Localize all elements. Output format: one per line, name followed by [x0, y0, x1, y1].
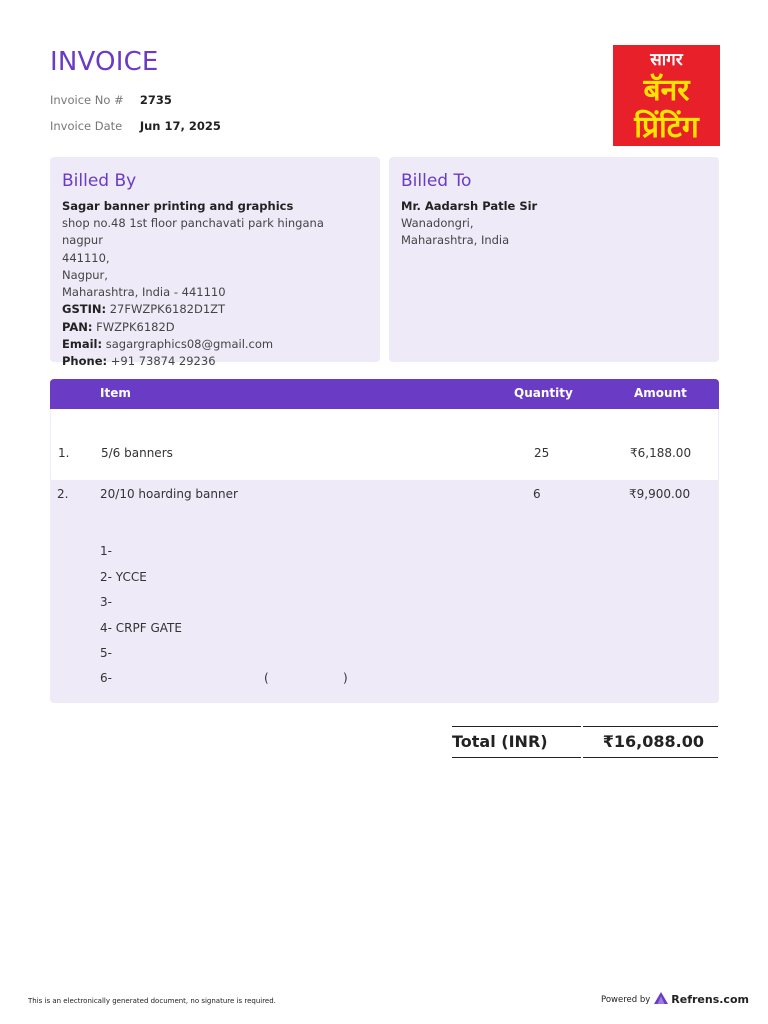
logo-line1: सागर: [650, 50, 683, 70]
billed-by-heading: Billed By: [62, 171, 137, 191]
billed-by-card: [50, 157, 380, 369]
table-row: [50, 409, 719, 480]
sub-item-6: 6-: [100, 671, 112, 685]
invoice-number-value: 2735: [139, 93, 172, 107]
row-item: 20/10 hoarding banner: [100, 487, 238, 501]
invoice-date-label: Invoice Date: [50, 119, 123, 133]
invoice-title: INVOICE: [50, 47, 159, 77]
billed-to-state: Maharashtra, India: [401, 233, 510, 248]
billed-to-card: [389, 157, 719, 362]
email-value: sagargraphics08@gmail.com: [105, 337, 274, 352]
refrens-logo-icon: [654, 992, 668, 1007]
billed-by-gstin: [62, 301, 368, 318]
paren-open: (: [264, 671, 269, 685]
row-item: 5/6 banners: [101, 446, 173, 460]
billed-by-address-1: shop no.48 1st floor panchavati park hingana nagpur: [62, 216, 324, 248]
row-quantity: 25: [534, 446, 550, 460]
footer-note: This is an electronically generated document, no signature is required.: [28, 997, 276, 1005]
powered-by[interactable]: [601, 992, 749, 1007]
paren-close: ): [343, 671, 348, 685]
invoice-number-row: [50, 93, 172, 107]
row-quantity: 6: [533, 487, 541, 501]
billed-to-heading: Billed To: [401, 171, 472, 191]
items-table: [50, 379, 719, 703]
invoice-number-label: Invoice No #: [50, 93, 124, 107]
billed-by-email: [62, 336, 368, 353]
row-amount: ₹6,188.00: [630, 446, 692, 460]
billed-to-name: Mr. Aadarsh Patle Sir: [401, 199, 538, 213]
header-quantity: Quantity: [514, 386, 573, 400]
company-logo: [613, 45, 720, 146]
total-label: Total (INR): [452, 732, 548, 751]
logo-line2: बॅनर: [643, 73, 690, 108]
header-amount: Amount: [634, 386, 687, 400]
table-header: [50, 379, 719, 409]
total-value: ₹16,088.00: [602, 732, 704, 751]
sub-item-2: 2- YCCE: [100, 570, 147, 584]
billed-by-pan: [62, 319, 368, 336]
billed-by-name: Sagar banner printing and graphics: [62, 199, 294, 213]
sub-item-5: 5-: [100, 646, 112, 660]
gstin-label: GSTIN:: [62, 302, 107, 317]
billed-by-city: Nagpur,: [62, 267, 108, 282]
brand-name: Refrens.com: [671, 993, 749, 1006]
gstin-value: 27FWZPK6182D1ZT: [109, 302, 226, 317]
billed-by-address-2: 441110,: [62, 250, 110, 265]
powered-by-text: Powered by: [601, 994, 651, 1005]
pan-label: PAN:: [62, 319, 93, 334]
logo-line3: प्रिंटिंग: [634, 110, 699, 145]
row-amount: ₹9,900.00: [629, 487, 691, 501]
billed-to-city: Wanadongri,: [401, 216, 474, 230]
email-label: Email:: [62, 337, 103, 352]
billed-by-phone: [62, 353, 368, 370]
pan-value: FWZPK6182D: [96, 319, 175, 334]
sub-item-1: 1-: [100, 544, 112, 558]
invoice-date-value: Jun 17, 2025: [139, 119, 221, 133]
header-item: Item: [100, 386, 131, 400]
phone-value: +91 73874 29236: [110, 354, 216, 369]
invoice-date-row: [50, 119, 221, 133]
row-number: 2.: [57, 487, 69, 501]
phone-label: Phone:: [62, 354, 108, 369]
sub-item-3: 3-: [100, 595, 112, 609]
sub-item-4: 4- CRPF GATE: [100, 621, 182, 635]
row-number: 1.: [58, 446, 70, 460]
table-row: [50, 480, 719, 703]
total-section: [452, 726, 718, 758]
billed-by-state: Maharashtra, India - 441110: [62, 285, 226, 300]
